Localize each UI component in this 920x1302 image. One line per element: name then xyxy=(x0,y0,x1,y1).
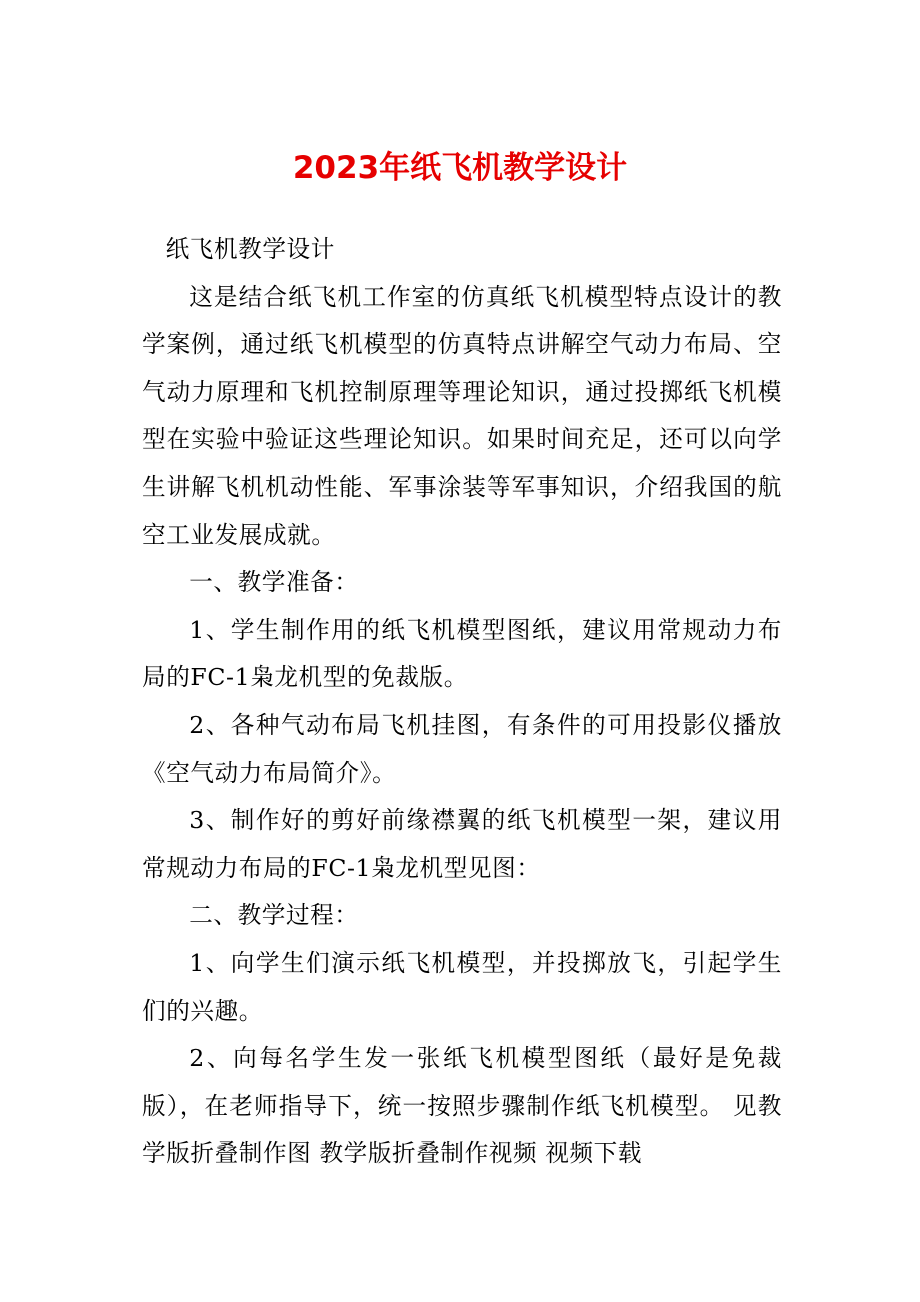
document-body xyxy=(142,226,782,1178)
subtitle-paragraph: 纸飞机教学设计 xyxy=(165,235,335,263)
section-heading-preparation: 一、教学准备： xyxy=(189,568,359,597)
process-item-2: 2、向每名学生发一张纸飞机模型图纸（最好是免裁版），在老师指导下，统一按照步骤制作纸飞机模型。 见教学版折叠制作图 教学版折叠制作视频 视频下载 xyxy=(142,1044,782,1168)
preparation-item-2: 2、各种气动布局飞机挂图，有条件的可用投影仪播放《空气动力布局简介》。 xyxy=(142,710,782,787)
process-item-1: 1、向学生们演示纸飞机模型，并投掷放飞，引起学生们的兴趣。 xyxy=(142,948,782,1025)
section-heading-process: 二、教学过程： xyxy=(189,901,359,930)
intro-paragraph: 这是结合纸飞机工作室的仿真纸飞机模型特点设计的教学案例，通过纸飞机模型的仿真特点讲解空气动力布局、空气动力原理和飞机控制原理等理论知识，通过投掷纸飞机模型在实验中验证这些理论知识。如果时间充足，还可以向学生讲解飞机机动性能、军事涂装等军事知识，介绍我国的航空工业发展成就。 xyxy=(142,282,782,549)
preparation-item-3: 3、制作好的剪好前缘襟翼的纸飞机模型一架，建议用常规动力布局的FC-1枭龙机型见图： xyxy=(142,806,782,882)
preparation-item-1: 1、学生制作用的纸飞机模型图纸，建议用常规动力布局的FC-1枭龙机型的免裁版。 xyxy=(142,615,782,692)
document-title: 2023年纸飞机教学设计 xyxy=(292,150,628,186)
